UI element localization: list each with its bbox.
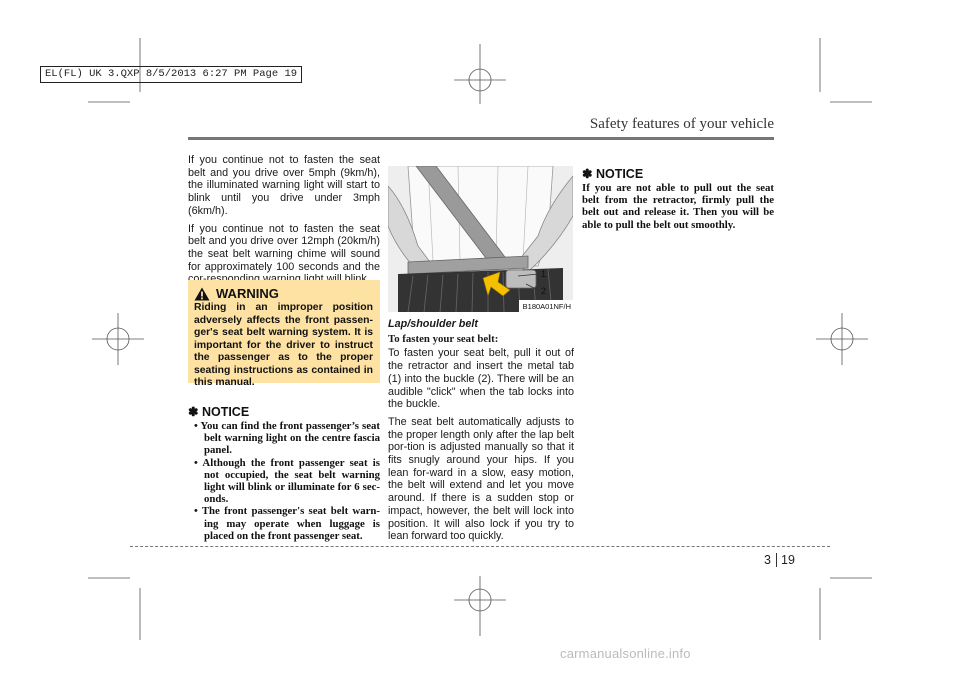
figure-code: B180A01NF/H bbox=[522, 302, 571, 311]
warning-box bbox=[188, 280, 380, 388]
left-column-text bbox=[188, 154, 380, 291]
list-item: • You can find the front passenger’s seat belt warning light on the centre fascia panel. bbox=[194, 420, 380, 457]
warning-title: WARNING bbox=[216, 286, 279, 301]
left-notice bbox=[188, 404, 380, 542]
callout-1-label: 1 bbox=[541, 269, 547, 279]
watermark-footer: carmanualsonline.info bbox=[560, 646, 691, 661]
notice-title: ✽ NOTICE bbox=[582, 167, 644, 181]
section-header-title: Safety features of your vehicle bbox=[589, 116, 774, 132]
notice-body: If you are not able to pull out the seat belt from the retractor, firmly pull the belt out and release it. Then you will be able to pull the belt out smoothly. bbox=[582, 182, 774, 231]
paragraph: If you continue not to fasten the seat belt and you drive over 5mph (9km/h), the illuminated warning light will start to blink until you drive under 3mph (6km/h). bbox=[188, 154, 380, 217]
warning-header bbox=[194, 286, 279, 301]
figure-caption: Lap/shoulder belt bbox=[388, 318, 478, 330]
seat-belt-drawing bbox=[388, 166, 573, 312]
header-rule bbox=[188, 137, 774, 140]
right-notice bbox=[582, 166, 774, 231]
warning-triangle-icon bbox=[194, 287, 210, 301]
list-item: • The front passenger's seat belt warn-ing may operate when luggage is placed on the front passenger seat. bbox=[194, 505, 380, 542]
notice-title: ✽ NOTICE bbox=[188, 405, 250, 419]
seat-belt-illustration bbox=[388, 166, 573, 312]
middle-column-text bbox=[388, 318, 574, 548]
paragraph: The seat belt automatically adjusts to the proper length only after the lap belt por-tion is adjusted manually so that it fits snugly around your hips. If you lean for-ward in a slow, easy motion, the belt will extend and let you move around. If there is a sudden stop or impact, however, the belt will lock into position. It will also lock if you try to lean forward too quickly. bbox=[388, 415, 574, 543]
subheading: To fasten your seat belt: bbox=[388, 332, 499, 345]
list-item: • Although the front passenger seat is not occupied, the seat belt warning light will blink or illuminate for 6 sec-onds. bbox=[194, 456, 380, 506]
warning-body: Riding in an improper position adversely affects the front passen-ger's seat belt warning system. It is important for the driver to instruct the passenger as to the proper seating instructions as contained in this manual. bbox=[194, 302, 373, 388]
notice-list bbox=[188, 420, 380, 542]
paragraph: If you continue not to fasten the seat belt and you drive over 12mph (20km/h) the seat belt warning chime will sound for approximately 100 seconds and the bbox=[188, 222, 380, 273]
chapter-number: 3 bbox=[764, 553, 771, 567]
print-slug: EL(FL) UK 3.QXP 8/5/2013 6:27 PM Page 19 bbox=[40, 66, 302, 83]
page-number-separator bbox=[776, 553, 777, 567]
paragraph: To fasten your seat belt, pull it out of the retractor and insert the metal tab (1) into the buckle (2). There will be an audible "click" when the tab locks into the buckle. bbox=[388, 347, 574, 411]
callout-2-label: 2 bbox=[541, 286, 547, 296]
footer-dashed-rule bbox=[130, 546, 830, 547]
page-number: 19 bbox=[781, 553, 795, 567]
